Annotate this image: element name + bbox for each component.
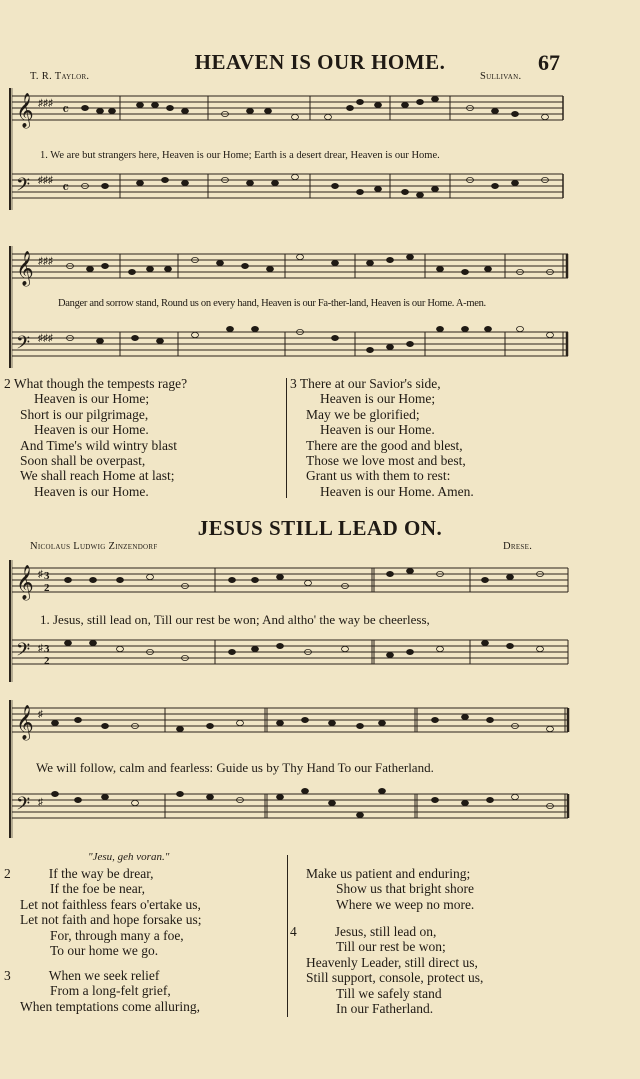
hymn1-verse-2: 2 What though the tempests rage? Heaven is our Home; Short is our pilgrimage, Heaven is our Home. And Time's wild wintry blast Soon shall be overpast, We shall reach Home at last; Heaven is our Home.: [4, 376, 188, 499]
svg-text:♯: ♯: [38, 643, 43, 654]
hymn1-lyric-line-2: Danger and sorrow stand, Round us on every hand, Heaven is our Fa-ther-land, Heaven is our Home. A-men.: [58, 298, 486, 309]
verse-number: 2: [4, 866, 11, 881]
svg-text:♯: ♯: [38, 797, 43, 808]
svg-text:𝄢: 𝄢: [16, 174, 31, 199]
hymn2-original-title: "Jesu, geh voran.": [88, 851, 170, 863]
page-number: 67: [538, 50, 560, 75]
svg-text:𝄞: 𝄞: [16, 94, 34, 127]
verse-divider: [286, 378, 287, 498]
hymn1-verse-3: 3 There at our Savior's side, Heaven is our Home; May we be glorified; Heaven is our Home. There are the good and blest, Those we love most and best, Grant us with them to rest: Heaven is our Home. Amen.: [290, 376, 474, 499]
svg-text:2: 2: [44, 582, 50, 594]
hymn2-verse-3-continued: Make us patient and enduring; Show us that bright shore Where we weep no more.: [306, 866, 475, 912]
hymn2-lyric-line-1: 1. Jesus, still lead on, Till our rest be won; And altho' the way be cheerless,: [40, 612, 430, 627]
svg-text:2: 2: [44, 655, 50, 667]
hymn2-author: Nicolaus Ludwig Zinzendorf: [30, 541, 158, 552]
hymn1-composer: Sullivan.: [480, 71, 522, 82]
svg-text:♯♯♯: ♯♯♯: [38, 256, 53, 267]
svg-text:𝄴: 𝄴: [62, 102, 70, 119]
svg-text:𝄞: 𝄞: [16, 706, 34, 739]
hymn2-lyric-line-2: We will follow, calm and fearless: Guide us by Thy Hand To our Fatherland.: [36, 760, 434, 775]
verse-number: 3: [290, 376, 297, 391]
hymn2-composer: Drese.: [503, 541, 533, 552]
svg-text:♯♯♯: ♯♯♯: [38, 175, 53, 186]
hymn2-title: JESUS STILL LEAD ON.: [197, 516, 443, 540]
svg-text:♯♯♯: ♯♯♯: [38, 333, 53, 344]
svg-text:𝄢: 𝄢: [16, 332, 31, 357]
verse-number: 3: [4, 968, 11, 983]
svg-text:𝄞: 𝄞: [16, 252, 34, 285]
verse-divider: [287, 855, 288, 1017]
verse-number: 4: [290, 924, 297, 939]
hymn2-verse-3: 3 When we seek relief From a long-felt grief, When temptations come alluring,: [4, 968, 200, 1014]
svg-text:𝄢: 𝄢: [16, 793, 31, 818]
svg-text:𝄴: 𝄴: [62, 180, 70, 197]
hymn1-lyric-line-1: 1. We are but strangers here, Heaven is our Home; Earth is a desert drear, Heaven is our Home.: [40, 150, 440, 161]
svg-text:3: 3: [44, 570, 50, 582]
verse-number: 2: [4, 376, 11, 391]
hymn2-verse-4: 4 Jesus, still lead on, Till our rest be won; Heavenly Leader, still direct us, Still support, console, protect us, Till we safely stand In our Fatherland.: [290, 924, 484, 1017]
hymn1-title: HEAVEN IS OUR HOME.: [194, 50, 446, 74]
svg-text:𝄢: 𝄢: [16, 639, 31, 664]
hymn1-author: T. R. Taylor.: [30, 71, 90, 82]
svg-text:3: 3: [44, 643, 50, 655]
svg-text:𝄞: 𝄞: [16, 566, 34, 599]
hymn2-verse-2: 2 If the way be drear, If the foe be near, Let not faithless fears o'ertake us, Let not faith and hope forsake us; For, through many a foe, To our home we go.: [4, 866, 202, 959]
svg-text:♯: ♯: [38, 709, 43, 720]
svg-text:♯: ♯: [38, 569, 43, 580]
svg-text:♯♯♯: ♯♯♯: [38, 98, 53, 109]
